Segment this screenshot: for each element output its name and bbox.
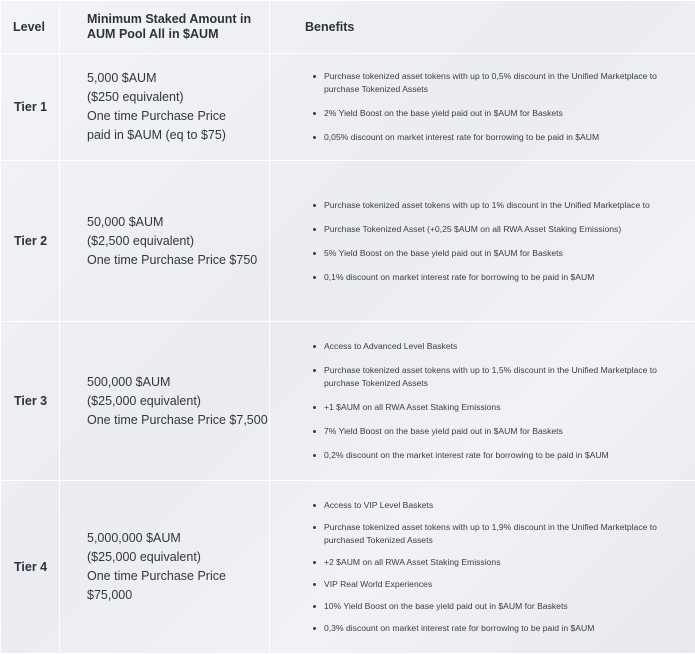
tier-row xyxy=(1,481,695,654)
amount-line: ($25,000 equivalent) xyxy=(87,393,201,408)
amount-line: ($25,000 equivalent) xyxy=(87,550,201,564)
tier-row xyxy=(1,161,695,322)
tier-benefits xyxy=(270,322,695,481)
benefit-item: 0,2% discount on the market interest rate for borrowing to be paid in $AUM xyxy=(313,449,683,462)
benefit-item: Access to Advanced Level Baskets xyxy=(313,340,683,353)
tier-amount xyxy=(60,481,270,654)
benefit-item: VIP Real World Experiences xyxy=(313,578,683,591)
tier-level: Tier 1 xyxy=(1,54,60,161)
benefit-item: Access to VIP Level Baskets xyxy=(313,499,683,512)
amount-line: One time Purchase Price $75,000 xyxy=(87,569,226,602)
amount-line: 50,000 $AUM xyxy=(87,214,164,229)
header-benefits: Benefits xyxy=(270,1,695,54)
benefits-list xyxy=(313,70,683,144)
tier-benefits xyxy=(270,161,695,322)
amount-line: One time Purchase Price xyxy=(87,109,226,123)
amount-line: One time Purchase Price $750 xyxy=(87,252,258,267)
header-row xyxy=(1,1,695,54)
amount-line: ($250 equivalent) xyxy=(87,90,184,104)
tier-row xyxy=(1,54,695,161)
benefit-item: Purchase tokenized asset tokens with up to 1,9% discount in the Unified Marketplace to purchased Tokenized Assets xyxy=(313,521,683,547)
tier-benefits xyxy=(270,481,695,654)
amount-line: 5,000 $AUM xyxy=(87,71,157,85)
benefit-item: 2% Yield Boost on the base yield paid out in $AUM for Baskets xyxy=(313,107,683,120)
benefit-item: +1 $AUM on all RWA Asset Staking Emissions xyxy=(313,401,683,414)
tier-amount xyxy=(60,54,270,161)
tier-level: Tier 2 xyxy=(1,161,60,322)
tier-level: Tier 3 xyxy=(1,322,60,481)
benefit-item: 7% Yield Boost on the base yield paid out in $AUM for Baskets xyxy=(313,425,683,438)
header-level: Level xyxy=(1,1,60,54)
benefit-item: 0,05% discount on market interest rate for borrowing to be paid in $AUM xyxy=(313,131,683,144)
benefit-item: Purchase tokenized asset tokens with up to 0,5% discount in the Unified Marketplace to purchase Tokenized Assets xyxy=(313,70,683,96)
benefit-item: Purchase tokenized asset tokens with up to 1% discount in the Unified Marketplace to xyxy=(313,199,683,212)
tier-row xyxy=(1,322,695,481)
benefit-item: 10% Yield Boost on the base yield paid out in $AUM for Baskets xyxy=(313,600,683,613)
amount-line: ($2,500 equivalent) xyxy=(87,233,195,248)
benefit-item: +2 $AUM on all RWA Asset Staking Emissions xyxy=(313,556,683,569)
benefit-item: 0,1% discount on market interest rate for borrowing to be paid in $AUM xyxy=(313,271,683,284)
tier-amount xyxy=(60,161,270,322)
header-minimum-staked: Minimum Staked Amount in AUM Pool All in $AUM xyxy=(60,1,270,54)
benefit-item: Purchase tokenized asset tokens with up to 1,5% discount in the Unified Marketplace to purchase Tokenized Assets xyxy=(313,364,683,390)
amount-line: paid in $AUM (eq to $75) xyxy=(87,128,226,142)
tier-benefits xyxy=(270,54,695,161)
tier-level: Tier 4 xyxy=(1,481,60,654)
benefits-list xyxy=(313,340,683,462)
benefit-item: 0,3% discount on market interest rate for borrowing to be paid in $AUM xyxy=(313,622,683,635)
benefits-list xyxy=(313,199,683,284)
amount-line: 5,000,000 $AUM xyxy=(87,531,181,545)
benefit-item: 5% Yield Boost on the base yield paid out in $AUM for Baskets xyxy=(313,247,683,260)
benefit-item: Purchase Tokenized Asset (+0,25 $AUM on all RWA Asset Staking Emissions) xyxy=(313,223,683,236)
tier-amount xyxy=(60,322,270,481)
benefits-list xyxy=(313,499,683,635)
amount-line: One time Purchase Price $7,500 xyxy=(87,412,268,427)
amount-line: 500,000 $AUM xyxy=(87,374,171,389)
